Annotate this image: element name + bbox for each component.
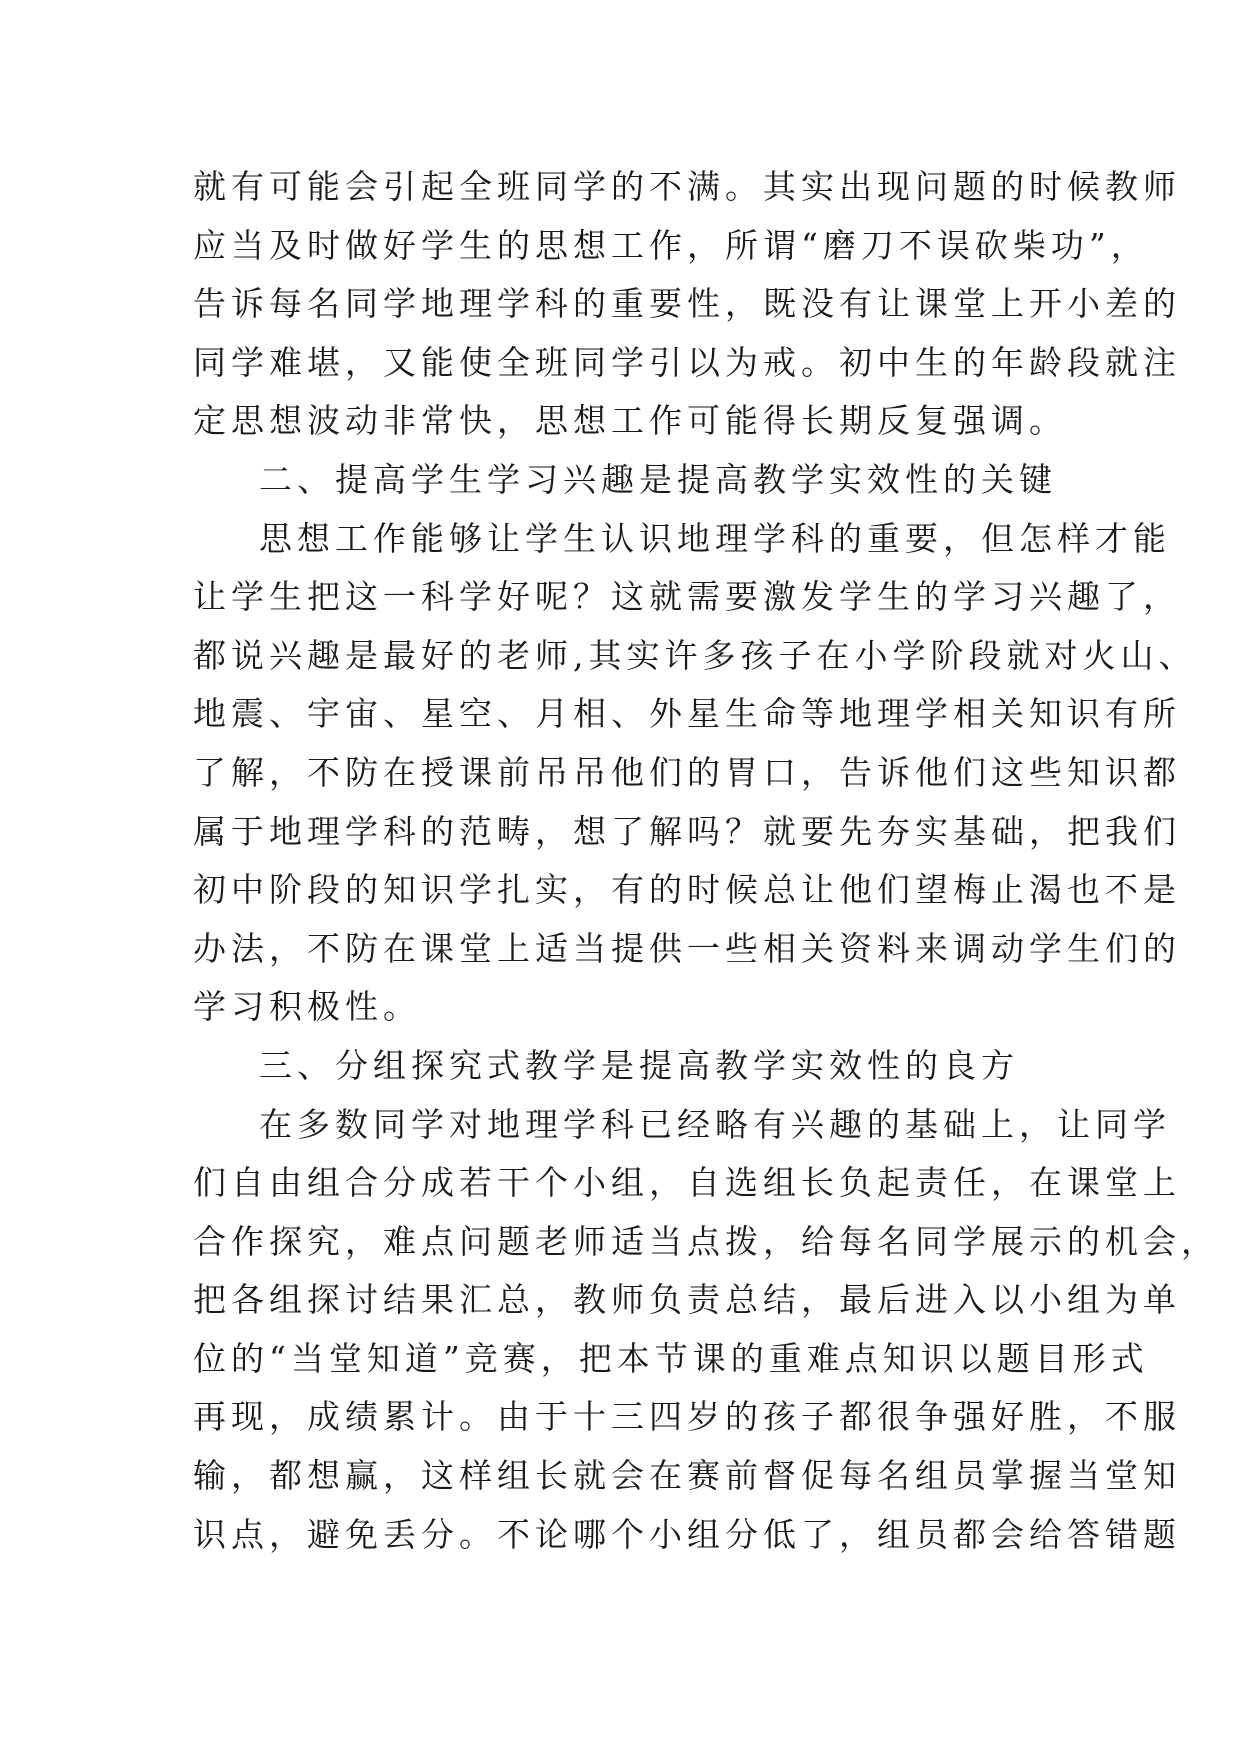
- text-line: 地震、宇宙、星空、月相、外星生命等地理学相关知识有所: [193, 694, 1181, 734]
- text-line: 二、提高学生学习兴趣是提高教学实效性的关键: [259, 459, 1057, 499]
- text-line: 学习积极性。: [193, 987, 421, 1027]
- text-line: 初中阶段的知识学扎实，有的时候总让他们望梅止渴也不是: [193, 870, 1181, 910]
- text-line: 识点，避免丢分。不论哪个小组分低了，组员都会给答错题: [193, 1514, 1181, 1554]
- text-line: 合作探究，难点问题老师适当点拨，给每名同学展示的机会，: [193, 1221, 1219, 1261]
- text-line: 输，都想赢，这样组长就会在赛前督促每名组员掌握当堂知: [193, 1456, 1181, 1496]
- text-line: 位的“当堂知道”竞赛，把本节课的重难点知识以题目形式: [193, 1338, 1149, 1378]
- text-line: 再现，成绩累计。由于十三四岁的孩子都很争强好胜，不服: [193, 1397, 1181, 1437]
- text-line: 让学生把这一科学好呢？这就需要激发学生的学习兴趣了，: [193, 577, 1181, 617]
- body-text: [193, 158, 1219, 1564]
- text-line: 都说兴趣是最好的老师,其实许多孩子在小学阶段就对火山、: [193, 635, 1197, 675]
- text-line: 三、分组探究式教学是提高教学实效性的良方: [259, 1045, 1019, 1085]
- text-line: 们自由组合分成若干个小组，自选组长负起责任，在课堂上: [193, 1163, 1181, 1203]
- text-line: 把各组探讨结果汇总，教师负责总结，最后进入以小组为单: [193, 1280, 1181, 1320]
- text-line: 属于地理学科的范畴，想了解吗？就要先夯实基础，把我们: [193, 811, 1181, 851]
- text-line: 就有可能会引起全班同学的不满。其实出现问题的时候教师: [193, 167, 1181, 206]
- text-line: 定思想波动非常快，思想工作可能得长期反复强调。: [193, 401, 1067, 441]
- text-line: 思想工作能够让学生认识地理学科的重要，但怎样才能: [259, 518, 1171, 558]
- text-line: 同学难堪，又能使全班同学引以为戒。初中生的年龄段就注: [193, 342, 1181, 382]
- text-line: 了解，不防在授课前吊吊他们的胃口，告诉他们这些知识都: [193, 752, 1181, 792]
- text-line: 告诉每名同学地理学科的重要性，既没有让课堂上开小差的: [193, 284, 1181, 324]
- text-line: 应当及时做好学生的思想工作，所谓“磨刀不误砍柴功”，: [193, 225, 1149, 265]
- text-line: 在多数同学对地理学科已经略有兴趣的基础上，让同学: [259, 1104, 1171, 1144]
- text-line: 办法，不防在课堂上适当提供一些相关资料来调动学生们的: [193, 928, 1181, 968]
